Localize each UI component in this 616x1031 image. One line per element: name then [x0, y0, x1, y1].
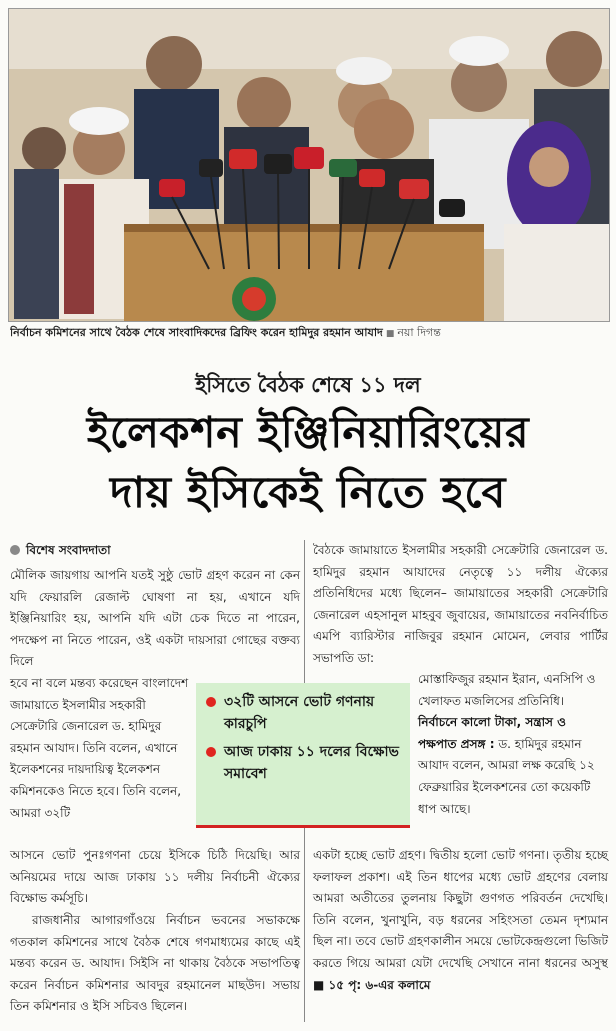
continued-jump: ■ ১৫ পৃ: ৬-এর কলামে: [313, 977, 431, 992]
col2-paragraph-bottom: [313, 845, 608, 996]
red-bullet-icon: [206, 747, 216, 757]
news-photo: [8, 8, 610, 322]
col2-paragraph-narrow: [418, 669, 608, 820]
col2-narrow-text: মোস্তাফিজুর রহমান ইরান, এনসিপি ও খেলাফত মজলিসের প্রতিনিধি।: [418, 672, 596, 708]
highlight-box: [196, 683, 410, 828]
section-subhead: নির্বাচনে কালো টাকা, সন্ত্রাস ও পক্ষপাত প্রসঙ্গ :: [418, 715, 566, 751]
red-bullet-icon: [206, 697, 216, 707]
byline: [10, 542, 111, 558]
square-icon: ■: [385, 329, 395, 339]
highlight-item: [202, 741, 404, 785]
col1-paragraph-top: মৌলিক জায়গায় আপনি যতই সুষ্ঠু ভোট গ্রহণ করেন না কেন যদি ফেয়ারলি রেজাল্ট ঘোষণা না হয়, এখানে যদি ইঞ্জিনিয়ারিং হয়, আপনি যদি এটা চেক দিতে না পারেন, পদক্ষেপ না নিতে পারেন, ওই একটা দায়সারা গোছের বক্তব্য দিলে: [10, 568, 300, 669]
highlight-item: [202, 691, 404, 735]
photo-caption: [10, 322, 608, 344]
press-briefing-image: [9, 9, 609, 321]
headline: [0, 403, 616, 523]
headline-line-1: ইলেকশন ইঞ্জিনিয়ারিংয়ের: [86, 408, 530, 458]
jump-text: ১৫ পৃ: ৬-এর কলামে: [328, 977, 431, 992]
caption-text: নির্বাচন কমিশনের সাথে বৈঠক শেষে সাংবাদিকদের ব্রিফিং করেন হামিদুর রহমান আযাদ: [10, 326, 383, 339]
col1-paragraph-bottom-2: রাজধানীর আগারগাঁওয়ে নির্বাচন ভবনের সভাকক্ষে গতকাল কমিশনের সাথে বৈঠক শেষে গণমাধ্যমের কাছে এই মন্তব্য করেন ড. আযাদ। সিইসি না থাকায় বৈঠকে সভাপতিত্ব করেন নির্বাচন কমিশনার আবদুর রহমানেল মাছউদ। সভায় তিন কমিশনার ও ইসি সচিবও ছিলেন।: [10, 913, 300, 1014]
col2-subhead-text: ড. হামিদুর রহমান আযাদ বলেন, আমরা লক্ষ করেছি ১২ ফেব্রুয়ারির ইলেকশনের তো কয়েকটি ধাপ আছে।: [418, 736, 595, 816]
headline-line-2: দায় ইসিকেই নিতে হবে: [110, 468, 506, 518]
highlight-text: ৩২টি আসনে ভোট গণনায় কারচুপি: [224, 694, 375, 732]
col2-bottom-text: একটা হচ্ছে ভোট গ্রহণ। দ্বিতীয় হলো ভোট গণনা। তৃতীয় হচ্ছে ফলাফল প্রকাশ। এই তিন ধাপের মধ্যে ভোট গ্রহণের বেলায় আমরা অতীতের তুলনায় কিছুটা গুণগত পরিবর্তন দেখেছি। তিনি বলেন, খুনাখুনি, বড় ধরনের সহিংসতা তেমন দৃশ্যমান ছিল না। তবে ভোট গ্রহণকালীন সময়ে ভোটকেন্দ্রগুলো ভিজিট করতে গিয়ে আমরা যেটা দেখেছি সেখানে নানা ধরনের অসুস্থ: [313, 848, 608, 970]
col1-paragraph-bottom-1: আসনে ভোট পুনঃগণনা চেয়ে ইসিকে চিঠি দিয়েছি। আর অনিয়মের দায়ে আজ ঢাকায় ১১ দলীয় নির্বাচনী ঐক্যের বিক্ষোভ কর্মসূচি।: [10, 848, 300, 906]
col1-paragraph-narrow: হবে না বলে মন্তব্য করেছেন বাংলাদেশ জামায়াতে ইসলামীর সহকারী সেক্রেটারি জেনারেল ড. হামিদুর রহমান আযাদ। তিনি বলেন, এখানে ইলেকশনের দায়দায়িত্ব ইলেকশন কমিশনকেও নিতে হবে। তিনি বলেন, আমরা ৩২টি: [10, 676, 189, 820]
col2-paragraph-top: বৈঠকে জামায়াতে ইসলামীর সহকারী সেক্রেটারি জেনারেল ড. হামিদুর রহমান আযাদের নেতৃত্বে ১১ দলীয় ঐক্যের প্রতিনিধিদের মধ্যে ছিলেন– জামায়াতের সহকারী সেক্রেটারি জেনারেল এহসানুল মাহবুব জুবায়ের, জামায়াতের নবনির্বাচিত এমপি ব্যারিস্টার নাজিবুর রহমান মোমেন, লেবার পার্টির সভাপতি ডা:: [313, 543, 608, 665]
photo-credit: নয়া দিগন্ত: [397, 326, 441, 339]
kicker: ইসিতে বৈঠক শেষে ১১ দল: [195, 372, 421, 397]
byline-text: বিশেষ সংবাদদাতা: [26, 543, 111, 557]
highlight-text: আজ ঢাকায় ১১ দলের বিক্ষোভ সমাবেশ: [224, 744, 399, 782]
bullet-icon: [10, 545, 20, 555]
